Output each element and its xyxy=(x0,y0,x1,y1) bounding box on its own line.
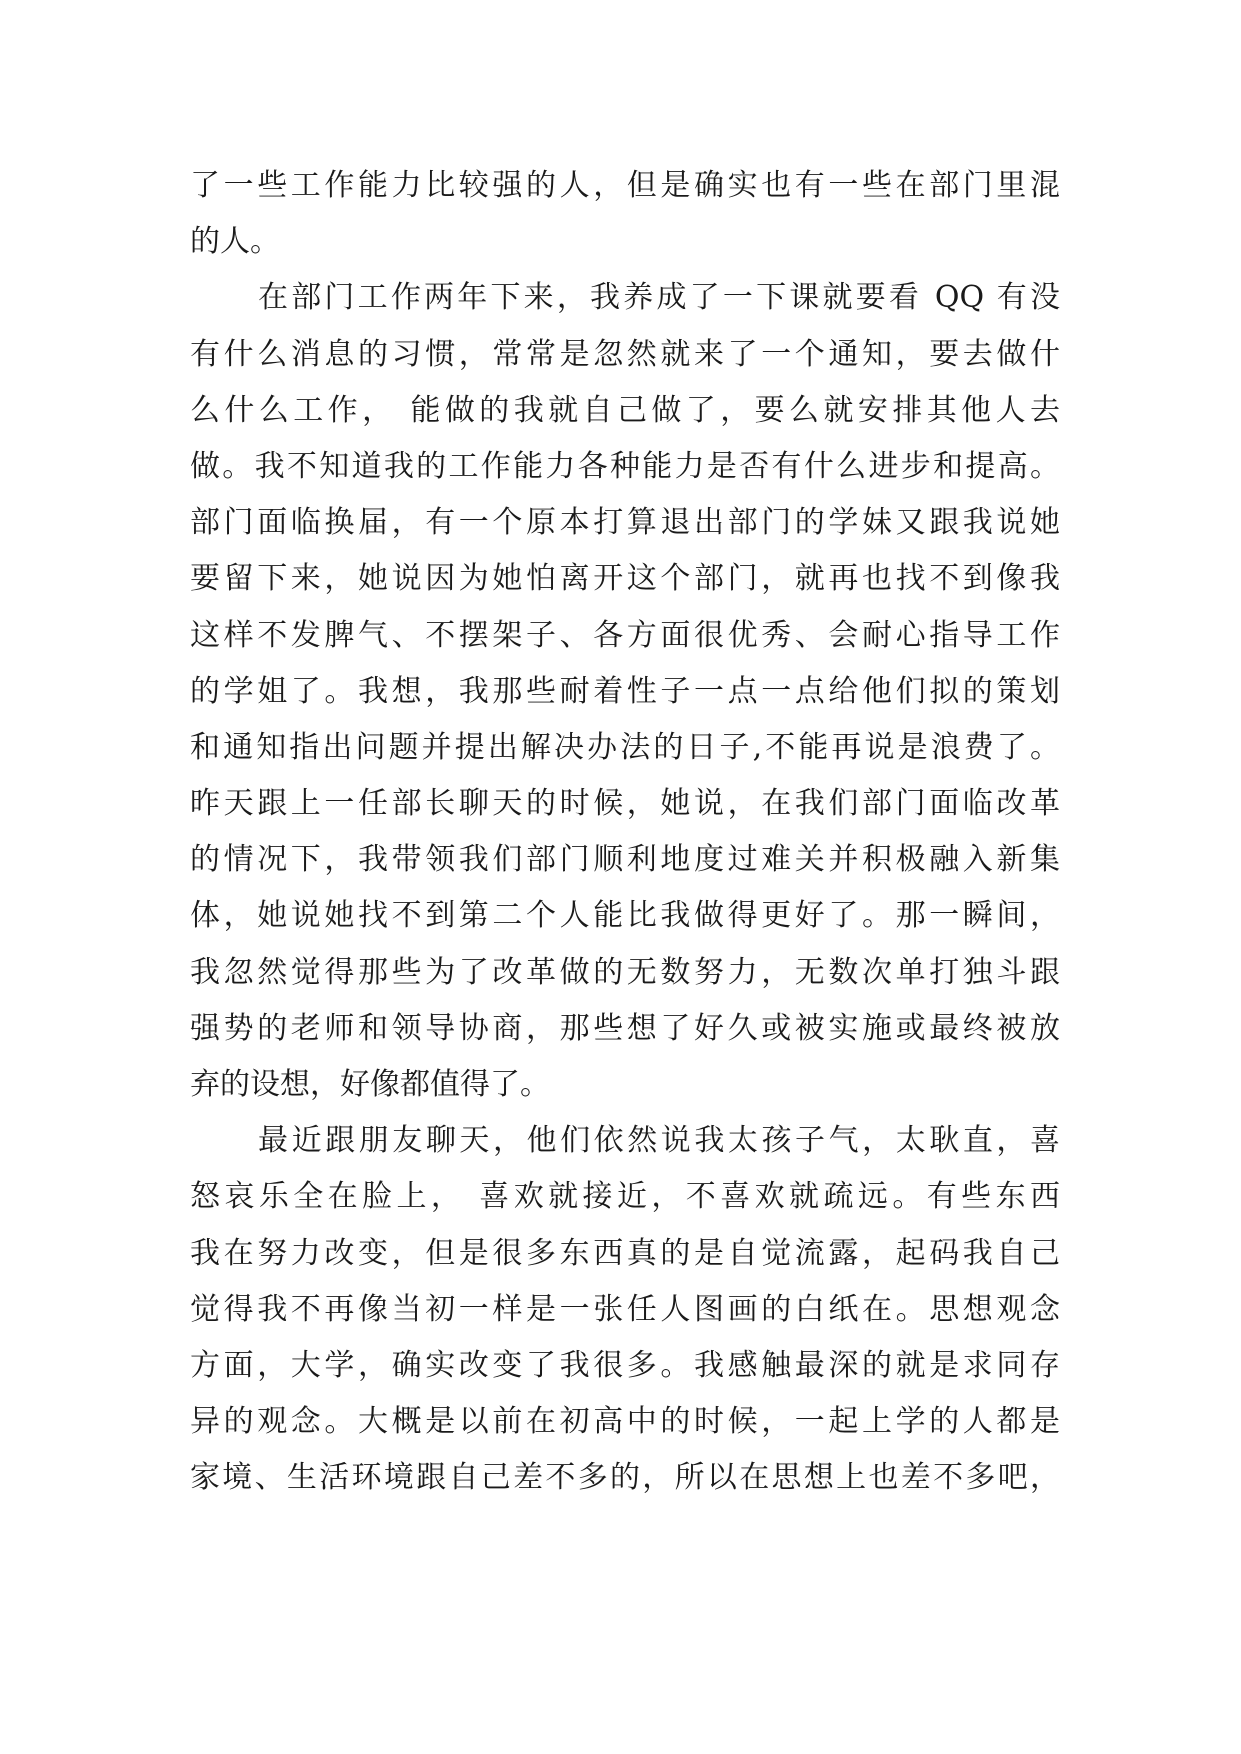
text-line: 体，她说她找不到第二个人能比我做得更好了。那一瞬间， xyxy=(190,898,1060,934)
text-line: 部门面临换届，有一个原本打算退出部门的学妹又跟我说她 xyxy=(190,505,1060,541)
paragraph-first-line: 最近跟朋友聊天，他们依然说我太孩子气，太耿直，喜 xyxy=(258,1123,1060,1159)
text-line: 这样不发脾气、不摆架子、各方面很优秀、会耐心指导工作 xyxy=(190,617,1060,653)
text-line: 做。我不知道我的工作能力各种能力是否有什么进步和提高。 xyxy=(190,448,1060,484)
text-line: 我忽然觉得那些为了改革做的无数努力，无数次单打独斗跟 xyxy=(190,954,1060,990)
text-line: 有什么消息的习惯，常常是忽然就来了一个通知，要去做什 xyxy=(190,336,1060,372)
text-line: 么什么工作， 能做的我就自己做了，要么就安排其他人去 xyxy=(190,392,1060,428)
text-line: 强势的老师和领导协商，那些想了好久或被实施或最终被放 xyxy=(190,1010,1060,1046)
text-line: 家境、生活环境跟自己差不多的，所以在思想上也差不多吧， xyxy=(190,1460,1060,1496)
text-line: 弃的设想，好像都值得了。 xyxy=(190,1067,550,1102)
paragraph-first-line: 在部门工作两年下来，我养成了一下课就要看 QQ 有没 xyxy=(258,280,1060,316)
text-line: 昨天跟上一任部长聊天的时候，她说，在我们部门面临改革 xyxy=(190,786,1060,822)
text-line: 怒哀乐全在脸上， 喜欢就接近，不喜欢就疏远。有些东西 xyxy=(190,1179,1060,1215)
text-line: 异的观念。大概是以前在初高中的时候，一起上学的人都是 xyxy=(190,1404,1060,1440)
text-line: 了一些工作能力比较强的人，但是确实也有一些在部门里混 xyxy=(190,168,1060,203)
text-line: 方面，大学，确实改变了我很多。我感触最深的就是求同存 xyxy=(190,1347,1060,1383)
text-line: 要留下来，她说因为她怕离开这个部门，就再也找不到像我 xyxy=(190,561,1060,597)
text-line: 的学姐了。我想，我那些耐着性子一点一点给他们拟的策划 xyxy=(190,673,1060,709)
body-text xyxy=(190,158,1060,1507)
text-line: 和通知指出问题并提出解决办法的日子,不能再说是浪费了。 xyxy=(190,729,1060,765)
text-line: 觉得我不再像当初一样是一张任人图画的白纸在。思想观念 xyxy=(190,1291,1060,1327)
text-line: 的情况下，我带领我们部门顺利地度过难关并积极融入新集 xyxy=(190,842,1060,878)
text-line: 我在努力改变，但是很多东西真的是自觉流露，起码我自己 xyxy=(190,1235,1060,1271)
text-line: 的人。 xyxy=(190,224,280,260)
